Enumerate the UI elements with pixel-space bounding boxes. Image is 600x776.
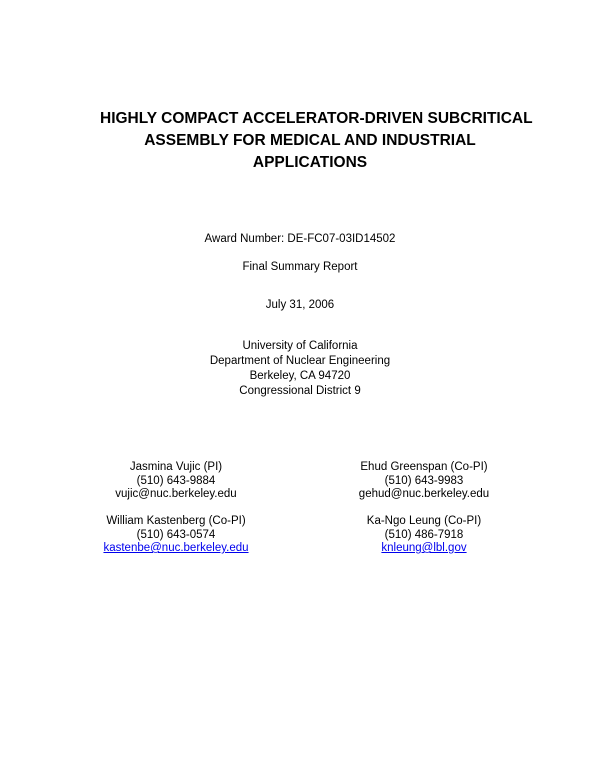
contact-email-link[interactable]: kastenbe@nuc.berkeley.edu (103, 542, 249, 554)
report-type: Final Summary Report (242, 261, 358, 273)
contact-card-vujic (66, 461, 286, 502)
department-name: Department of Nuclear Engineering (209, 355, 391, 367)
contact-email: gehud@nuc.berkeley.edu (358, 488, 490, 500)
institution-address (0, 339, 600, 399)
report-date: July 31, 2006 (265, 299, 335, 311)
title-line: HIGHLY COMPACT ACCELERATOR-DRIVEN SUBCRITICAL (100, 110, 533, 127)
institution-name: University of California (242, 340, 358, 352)
city-line: Berkeley, CA 94720 (249, 370, 351, 382)
contact-phone: (510) 643-9884 (136, 474, 216, 487)
contact-card-kastenberg (66, 515, 286, 556)
contact-card-leung (314, 515, 534, 556)
contact-card-greenspan (314, 461, 534, 502)
contact-phone: (510) 486-7918 (384, 528, 464, 541)
report-title (100, 108, 533, 174)
contact-name: William Kastenberg (Co-PI) (106, 515, 246, 527)
contact-name: Ehud Greenspan (Co-PI) (360, 461, 488, 473)
district-line: Congressional District 9 (239, 385, 361, 397)
contact-phone: (510) 643-0574 (136, 528, 216, 541)
award-number: Award Number: DE-FC07-03ID14502 (204, 233, 396, 245)
title-line: APPLICATIONS (252, 154, 368, 171)
contact-name: Ka-Ngo Leung (Co-PI) (366, 515, 482, 527)
contact-email: vujic@nuc.berkeley.edu (115, 488, 237, 500)
contact-name: Jasmina Vujic (PI) (129, 461, 223, 473)
contact-phone: (510) 643-9983 (384, 474, 464, 487)
contact-email-link[interactable]: knleung@lbl.gov (381, 542, 467, 554)
title-line: ASSEMBLY FOR MEDICAL AND INDUSTRIAL (144, 132, 476, 149)
